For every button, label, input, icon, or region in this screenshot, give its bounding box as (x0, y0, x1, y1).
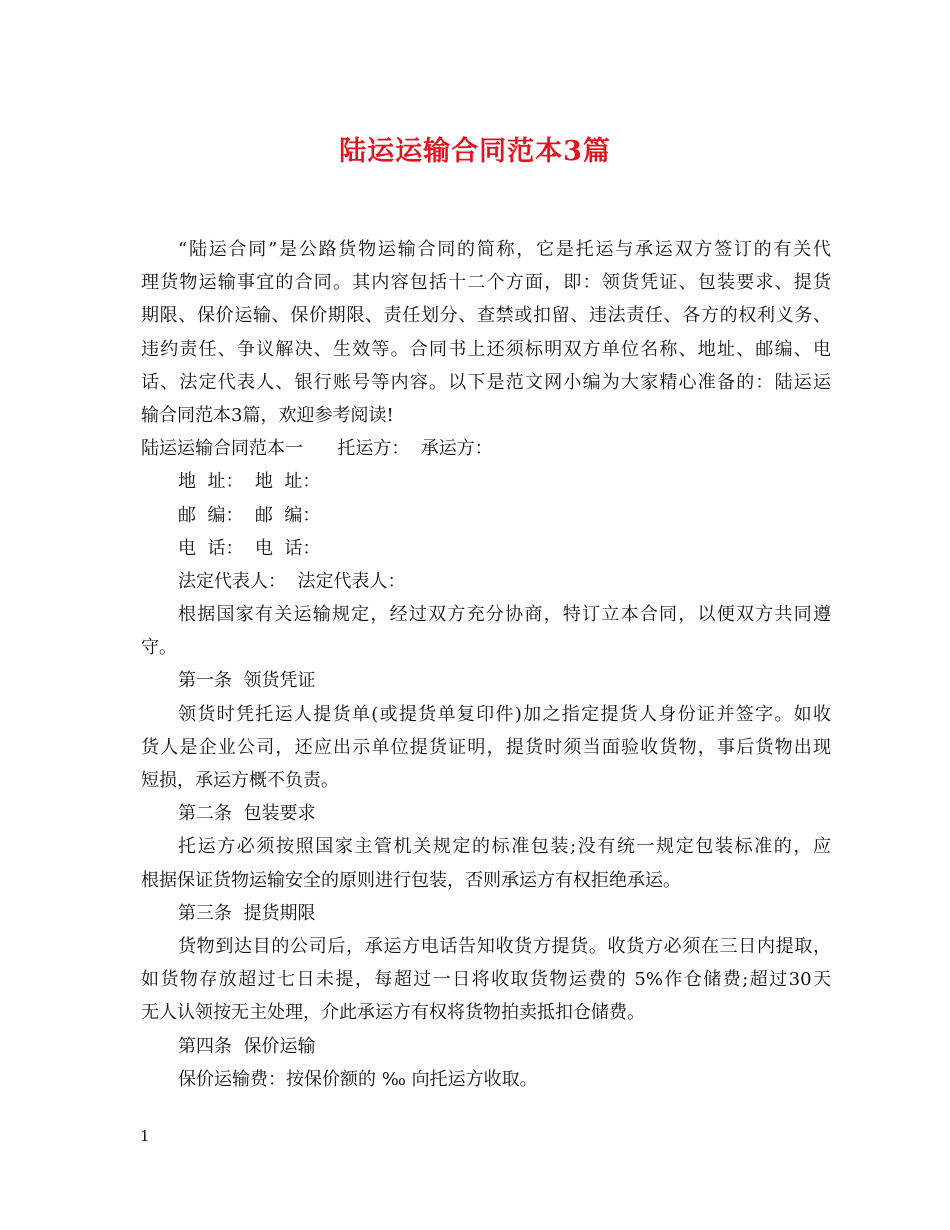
text-line: 保价运输费：按保价额的 ‰ 向托运方收取。 (178, 1068, 538, 1090)
text-line: 陆运运输合同范本一 托运方： 承运方： (141, 438, 493, 460)
text-line: 货物到达目的公司后，承运方电话告知收货方提货。收货方必须在三日内提取， (178, 935, 831, 957)
text-line: 电 话： 电 话： (178, 537, 321, 559)
text-line: 地 址： 地 址： (178, 471, 321, 493)
document-body (141, 233, 831, 1096)
text-line: 第一条 领货凭证 (178, 670, 316, 692)
text-line: 守。 (141, 637, 177, 659)
text-line: 期限、保价运输、保价期限、责任划分、查禁或扣留、违法责任、各方的权利义务、 (141, 305, 831, 327)
text-line: 法定代表人： 法定代表人： (178, 570, 406, 592)
text-line: 如货物存放超过七日未提，每超过一日将收取货物运费的 5%作仓储费;超过30天 (141, 969, 831, 991)
text-line: 第四条 保价运输 (178, 1035, 316, 1057)
text-line: 领货时凭托运人提货单(或提货单复印件)加之指定提货人身份证并签字。如收 (178, 703, 831, 725)
text-line: “陆运合同”是公路货物运输合同的简称，它是托运与承运双方签订的有关代 (178, 239, 831, 260)
text-line: 违约责任、争议解决、生效等。合同书上还须标明双方单位名称、地址、邮编、电 (141, 338, 831, 360)
text-line: 根据国家有关运输规定，经过双方充分协商，特订立本合同，以便双方共同遵 (178, 604, 831, 626)
text-line: 第二条 包装要求 (178, 803, 316, 825)
text-line: 根据保证货物运输安全的原则进行包装，否则承运方有权拒绝承运。 (141, 869, 681, 891)
text-line: 无人认领按无主处理，介此承运方有权将货物拍卖抵扣仓储费。 (141, 1002, 645, 1024)
text-line: 托运方必须按照国家主管机关规定的标准包装;没有统一规定包装标准的，应 (178, 836, 831, 858)
text-line: 邮 编： 邮 编： (178, 504, 321, 526)
text-line: 第三条 提货期限 (178, 902, 316, 924)
page-number: 1 (140, 1127, 150, 1145)
text-line: 货人是企业公司，还应出示单位提货证明，提货时须当面验收货物，事后货物出现 (141, 736, 831, 758)
text-line: 理货物运输事宜的合同。其内容包括十二个方面，即：领货凭证、包装要求、提货 (141, 272, 831, 294)
text-line: 输合同范本3篇，欢迎参考阅读! (141, 404, 394, 426)
text-line: 话、法定代表人、银行账号等内容。以下是范文网小编为大家精心准备的：陆运运 (141, 371, 831, 393)
text-line: 短损，承运方概不负责。 (141, 770, 339, 791)
document-title: 陆运运输合同范本3篇 (339, 136, 611, 167)
